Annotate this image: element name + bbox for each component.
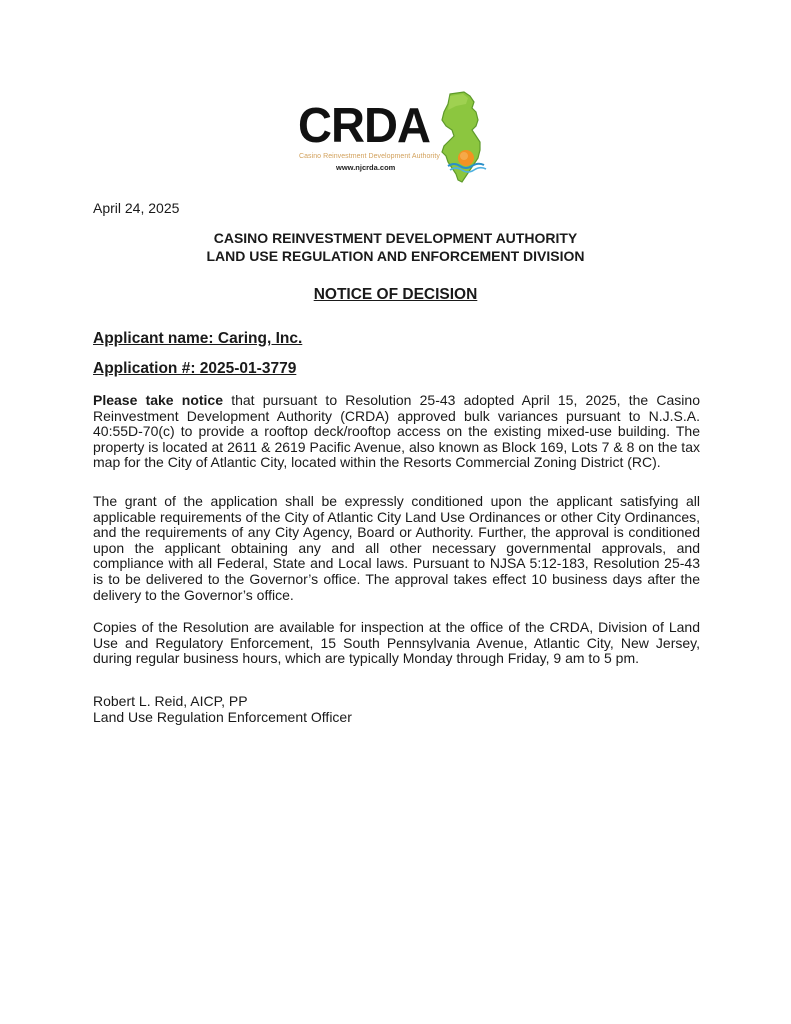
notice-paragraph [93, 393, 700, 471]
logo-url: www.njcrda.com [336, 163, 396, 172]
signature-title: Land Use Regulation Enforcement Officer [93, 709, 352, 725]
notice-body: that pursuant to Resolution 25-43 adopted April 15, 2025, the Casino Reinvestment Development Authority (CRDA) approved bulk variances pursuant to N.J.S.A. 40:55D-70(c) to provide a rooftop deck/rooftop access on the existing mixed-use building. The property is located at 2611 & 2619 Pacific Avenue, also known as Block 169, Lots 7 & 8 on the tax map for the City of Atlantic City, located within the Resorts Commercial Zoning District (RC). [93, 392, 700, 471]
division-heading: LAND USE REGULATION AND ENFORCEMENT DIVISION [206, 248, 585, 264]
applicant-name: Applicant name: Caring, Inc. [93, 330, 303, 347]
notice-lead: Please take notice [93, 392, 224, 408]
new-jersey-map-icon [436, 90, 488, 185]
signature-block [93, 693, 352, 725]
agency-heading: CASINO REINVESTMENT DEVELOPMENT AUTHORITY [213, 230, 578, 246]
signature-name: Robert L. Reid, AICP, PP [93, 693, 248, 709]
logo-wordmark: CRDA [298, 99, 431, 153]
page-title: NOTICE OF DECISION [313, 286, 478, 303]
inspection-paragraph: Copies of the Resolution are available for inspection at the office of the CRDA, Division of Land Use and Regulatory Enforcement, 15 South Pennsylvania Avenue, Atlantic City, New Jersey, during regular business hours, which are typically Monday through Friday, 9 am to 5 pm. [93, 619, 700, 667]
document-date: April 24, 2025 [93, 200, 180, 216]
application-number: Application #: 2025-01-3779 [93, 360, 297, 377]
logo-tagline: Casino Reinvestment Development Authority [299, 153, 440, 160]
conditions-paragraph: The grant of the application shall be expressly conditioned upon the applicant satisfying all applicable requirements of the City of Atlantic City Land Use Ordinances or other City Ordinances, and the requirements of any City Agency, Board or Authority. Further, the approval is conditioned upon the applicant obtaining any and all other necessary governmental approvals, and compliance with all Federal, State and Local laws. Pursuant to NJSA 5:12-183, Resolution 25-43 is to be delivered to the Governor’s office. The approval takes effect 10 business days after the delivery to the Governor’s office. [93, 493, 700, 603]
crda-logo [296, 90, 496, 185]
